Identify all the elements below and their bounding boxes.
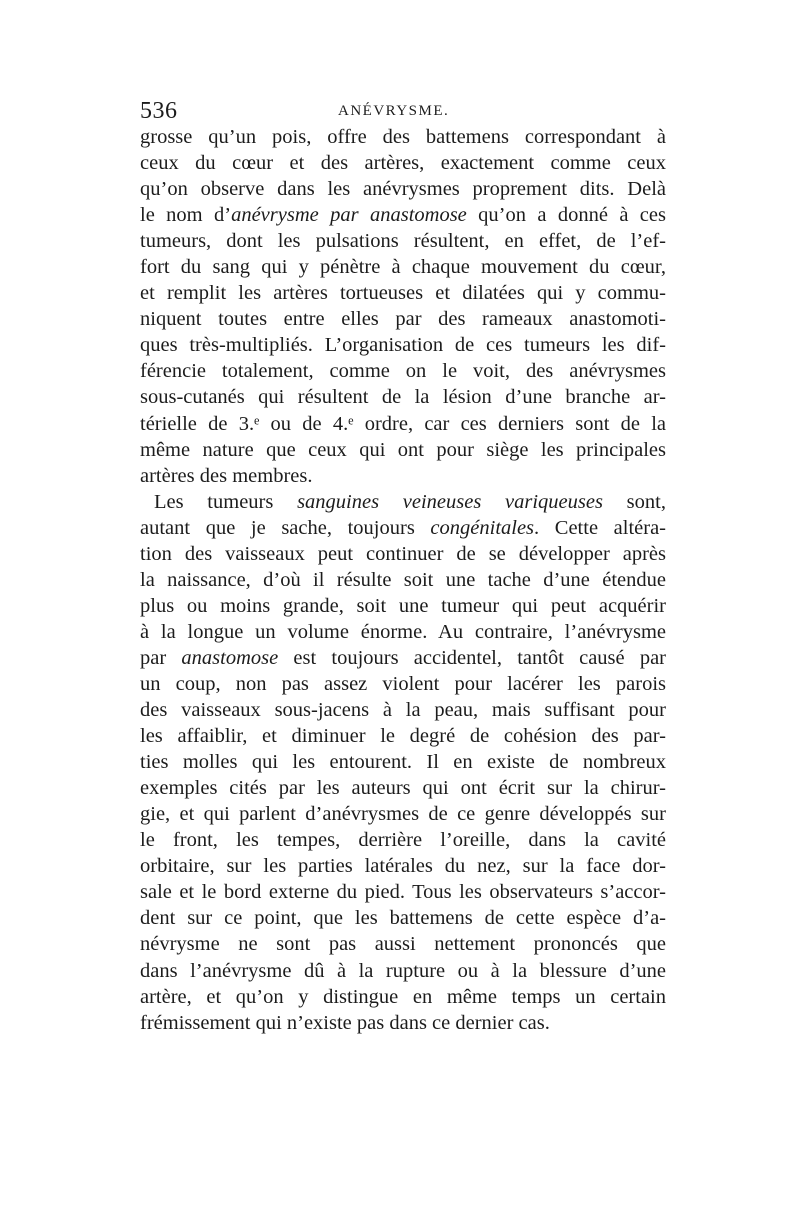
text-run: même nature que ceux qui ont pour siège les principales xyxy=(140,438,666,461)
text-line xyxy=(140,801,666,827)
italic-phrase: congénitales xyxy=(430,516,535,539)
text-run: névrysme ne sont pas aussi nettement prononcés que xyxy=(140,933,666,956)
text-run: qu’on observe dans les anévrysmes proprement dits. Delà xyxy=(140,178,666,201)
text-run: est toujours accidentel, tantôt causé par xyxy=(278,646,666,669)
text-line xyxy=(140,489,666,515)
italic-phrase: anastomose xyxy=(181,646,279,669)
text-line xyxy=(140,749,666,775)
text-run: niquent toutes entre elles par des rameaux anastomoti- xyxy=(140,308,666,331)
text-line xyxy=(140,384,666,410)
text-line xyxy=(140,124,666,150)
text-run: Les tumeurs xyxy=(154,490,298,513)
text-line xyxy=(140,567,666,593)
text-run: orbitaire, sur les parties latérales du nez, sur la face dor- xyxy=(140,855,666,878)
text-run: tion des vaisseaux peut continuer de se développer après xyxy=(140,542,666,565)
text-line xyxy=(140,280,666,306)
text-run: grosse qu’un pois, offre des battemens correspondant à xyxy=(140,126,666,148)
text-run: les affaiblir, et diminuer le degré de cohésion des par- xyxy=(140,725,666,748)
text-line xyxy=(140,411,666,437)
text-line xyxy=(140,619,666,645)
text-line xyxy=(140,853,666,879)
paragraph xyxy=(140,489,666,1036)
text-run: un coup, non pas assez violent pour lacérer les parois xyxy=(140,672,666,695)
text-line xyxy=(140,228,666,254)
text-run: à la longue un volume énorme. Au contraire, l’anévrysme xyxy=(140,620,666,643)
text-run: sont, xyxy=(602,490,666,513)
text-line xyxy=(140,332,666,358)
text-line xyxy=(140,984,666,1010)
text-line xyxy=(140,515,666,541)
text-line xyxy=(140,541,666,567)
text-line xyxy=(140,671,666,697)
page-number: 536 xyxy=(140,98,178,124)
text-line xyxy=(140,645,666,671)
text-run: dans l’anévrysme dû à la rupture ou à la blessure d’une xyxy=(140,959,666,982)
text-run: fort du sang qui y pénètre à chaque mouvement du cœur, xyxy=(140,256,666,279)
text-run: des vaisseaux sous-jacens à la peau, mais suffisant pour xyxy=(140,699,666,722)
text-run: la naissance, d’où il résulte soit une tache d’une étendue xyxy=(140,568,666,591)
text-line xyxy=(140,150,666,176)
text-run: sale et le bord externe du pied. Tous les observateurs s’accor- xyxy=(140,881,666,904)
text-line xyxy=(140,463,666,489)
text-run: férencie totalement, comme on le voit, des anévrysmes xyxy=(140,360,666,383)
text-line xyxy=(140,306,666,332)
text-line xyxy=(140,437,666,463)
text-line xyxy=(140,254,666,280)
text-line xyxy=(140,958,666,984)
text-line xyxy=(140,358,666,384)
text-run: plus ou moins grande, soit une tumeur qui peut acquérir xyxy=(140,594,666,617)
text-run: le nom d’ xyxy=(140,204,232,227)
text-run: sous-cutanés qui résultent de la lésion d’une branche ar- xyxy=(140,386,666,409)
text-run: artère, et qu’on y distingue en même temps un certain xyxy=(140,985,666,1008)
text-run: ques très-multipliés. L’organisation de ces tumeurs les dif- xyxy=(140,334,666,357)
text-run: tumeurs, dont les pulsations résultent, en effet, de l’ef- xyxy=(140,230,666,253)
text-run: frémissement qui n’existe pas dans ce dernier cas. xyxy=(140,1011,550,1034)
running-title: ANÉVRYSME. xyxy=(338,103,450,119)
text-run: gie, et qui parlent d’anévrysmes de ce genre développés sur xyxy=(140,803,666,826)
text-run: autant que je sache, toujours xyxy=(140,516,431,539)
text-run: artères des membres. xyxy=(140,464,313,487)
text-run: . Cette altéra- xyxy=(534,516,667,539)
text-run: ties molles qui les entourent. Il en existe de nombreux xyxy=(140,751,666,774)
text-run: térielle de 3.ᵉ ou de 4.ᵉ ordre, car ces derniers sont de la xyxy=(140,412,666,435)
italic-phrase: sanguines veineuses variqueuses xyxy=(297,490,603,513)
text-run: ceux du cœur et des artères, exactement comme ceux xyxy=(140,152,666,175)
text-run: le front, les tempes, derrière l’oreille, dans la cavité xyxy=(140,829,666,852)
text-line xyxy=(140,775,666,801)
text-run: qu’on a donné à ces xyxy=(466,204,666,227)
paragraph xyxy=(140,124,666,489)
text-line xyxy=(140,593,666,619)
text-run: et remplit les artères tortueuses et dilatées qui y commu- xyxy=(140,282,666,305)
text-run: par xyxy=(140,646,182,669)
text-line xyxy=(140,176,666,202)
text-run: dent sur ce point, que les battemens de cette espèce d’a- xyxy=(140,907,666,930)
text-line xyxy=(140,879,666,905)
text-line xyxy=(140,931,666,957)
text-line xyxy=(140,905,666,931)
text-line xyxy=(140,202,666,228)
body-text xyxy=(140,124,666,1036)
text-line xyxy=(140,1010,666,1036)
text-line xyxy=(140,697,666,723)
text-line xyxy=(140,723,666,749)
italic-phrase: anévrysme par anastomose xyxy=(231,204,467,227)
text-line xyxy=(140,827,666,853)
text-run: exemples cités par les auteurs qui ont écrit sur la chirur- xyxy=(140,777,666,800)
